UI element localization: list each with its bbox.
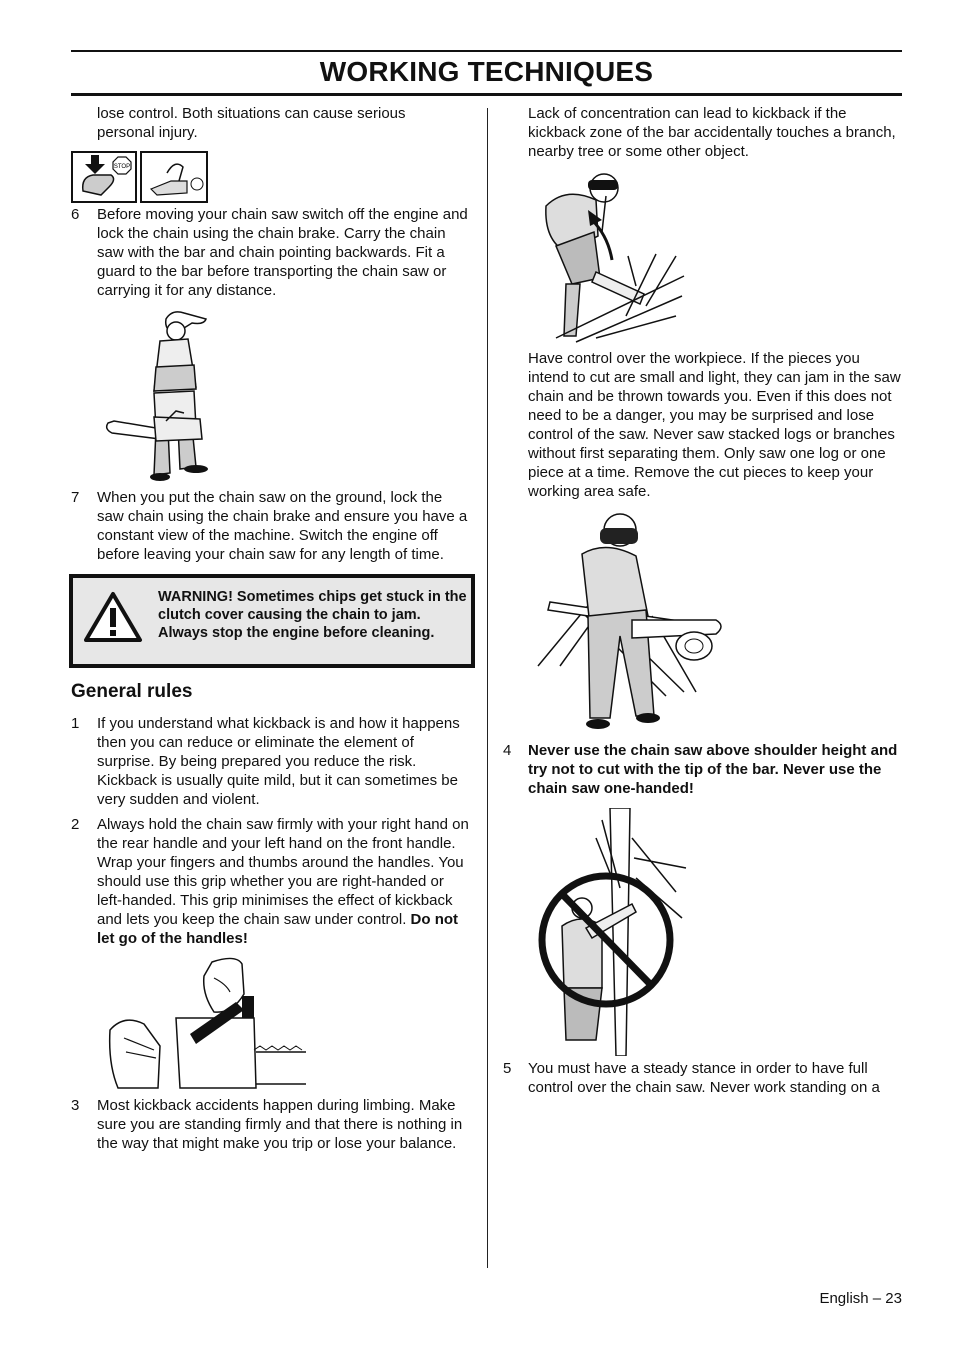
figure-chainsaw-grip (104, 954, 310, 1092)
general-rules-heading: General rules (71, 681, 193, 702)
page-number: English – 23 (819, 1290, 902, 1307)
rule-2-number: 2 (71, 816, 80, 833)
rule-1-number: 1 (71, 715, 80, 732)
stop-sign-icon (113, 157, 131, 174)
item-7-text: When you put the chain saw on the ground, lock the saw chain using the chain brake and ensure you have a constant view of the machine. Switch the engine off before leaving your chain saw for any length of time. (97, 489, 468, 563)
chain-brake-icons (71, 151, 211, 203)
rule-2-text: Always hold the chain saw firmly with your right hand on the rear handle and your left hand on the front handle. Wrap your fingers and thumbs around the handles. You should use this grip whether you are right-handed or left-handed. This grip minimises the effect of kickback and lets you keep the chain saw under control. (97, 816, 469, 928)
stop-label: STOP (113, 164, 131, 170)
item-5-text: You must have a steady stance in order to have full control over the chain saw. Never work standing on a (528, 1060, 880, 1096)
item-6-text: Before moving your chain saw switch off the engine and lock the chain using the chain brake. Carry the chain saw with the bar and chain pointing backwards. Fit a guard to the bar before transporting the chain saw or carrying it for any distance. (97, 206, 468, 299)
concentration-text: Lack of concentration can lead to kickback if the kickback zone of the bar accidentally touches a branch, nearby tree or some other object. (528, 105, 896, 160)
item-6-number: 6 (71, 206, 80, 223)
rule-2-bold: Do not let go of the handles! (97, 911, 459, 947)
rule-1-text: If you understand what kickback is and how it happens then you can reduce or eliminate the element of surprise. By being prepared you reduce the risk. Kickback is usually quite mild, but it can sometimes be very sudden and violent. (97, 715, 460, 808)
page-title: WORKING TECHNIQUES (319, 56, 654, 87)
figure-sawbuck-cutting (536, 506, 730, 738)
warning-text: WARNING! Sometimes chips get stuck in the clutch cover causing the chain to jam. Always stop the engine before cleaning. (158, 589, 467, 641)
intro-continuation: lose control. Both situations can cause serious personal injury. (97, 105, 406, 141)
rule-3-number: 3 (71, 1097, 80, 1114)
item-5-number: 5 (503, 1060, 512, 1077)
figure-carrying-chainsaw (104, 307, 216, 483)
rule-2-paragraph (97, 815, 469, 948)
rule-3-text: Most kickback accidents happen during limbing. Make sure you are standing firmly and that there is nothing in the way that might make you trip or lose your balance. (97, 1097, 463, 1152)
workpiece-text: Have control over the workpiece. If the pieces you intend to cut are small and light, they can jam in the saw chain and be thrown towards you. Even if this does not need to be a danger, you may be surprised and lose control of the saw. Never saw stacked logs or branches without first separating them. Only saw one log or one piece at a time. Remove the cut pieces to keep your working area safe. (528, 350, 901, 500)
header-bottom-rule (71, 93, 902, 96)
header-top-rule (71, 50, 902, 52)
figure-kickback-branches (536, 166, 688, 346)
prohibited-icon (542, 876, 670, 1004)
item-4-text: Never use the chain saw above shoulder height and try not to cut with the tip of the bar. Never use the chain saw one-handed! (528, 742, 898, 797)
item-4-number: 4 (503, 742, 512, 759)
item-7-number: 7 (71, 489, 80, 506)
figure-no-overhead-cutting (536, 808, 688, 1056)
warning-box (69, 574, 475, 668)
warning-triangle-icon (83, 591, 143, 643)
column-divider (487, 108, 488, 1268)
